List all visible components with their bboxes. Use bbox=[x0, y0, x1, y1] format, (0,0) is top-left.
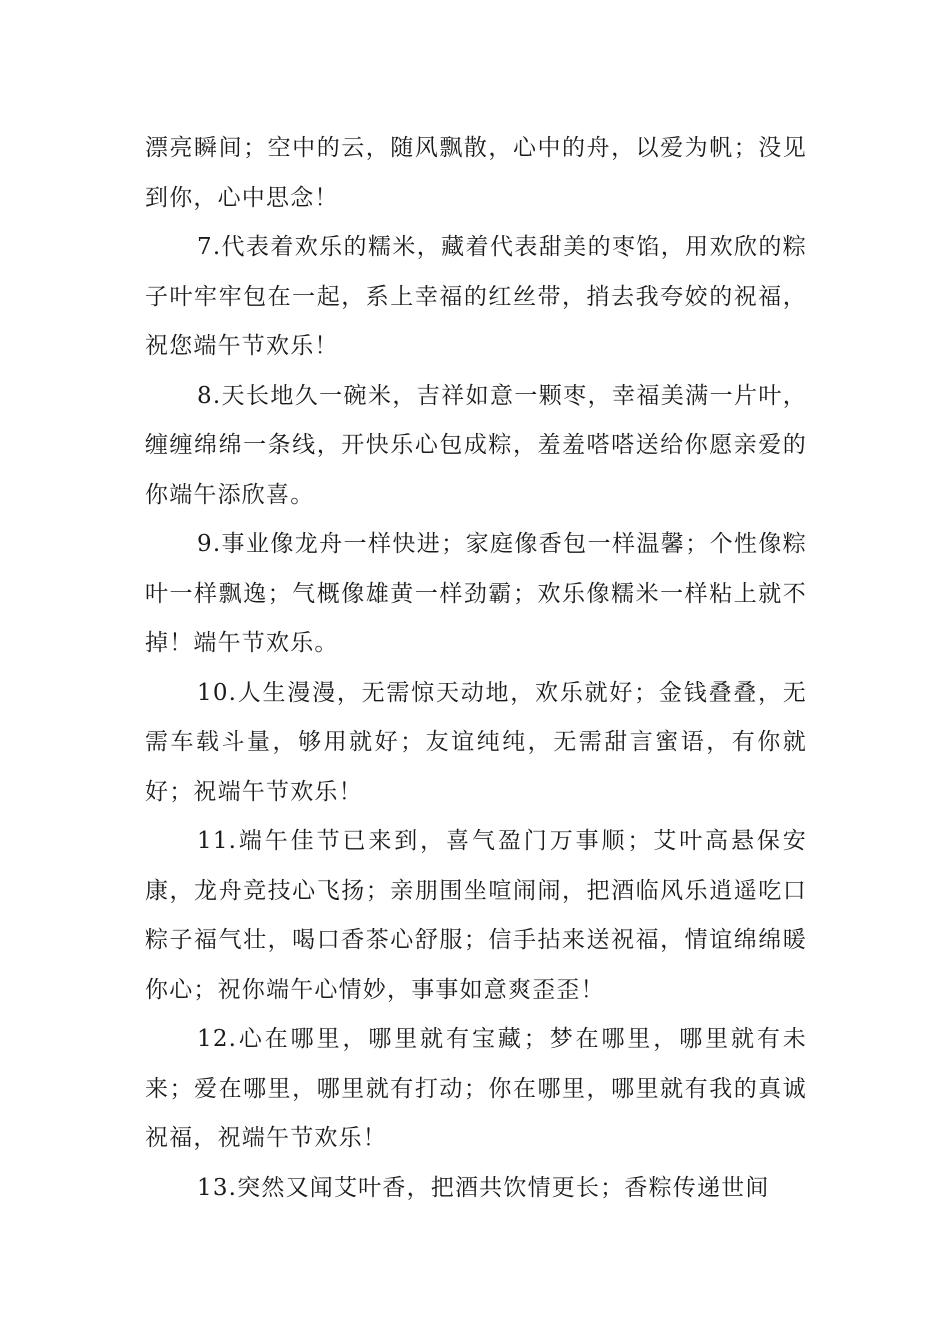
paragraph-13: 13.突然又闻艾叶香，把酒共饮情更长；香粽传递世间 bbox=[197, 1174, 770, 1201]
paragraph-8: 8.天长地久一碗米，吉祥如意一颗枣，幸福美满一片叶，缠缠绵绵一条线，开快乐心包成粽，羞羞嗒嗒送给你愿亲爱的你端午添欣喜。 bbox=[145, 382, 807, 508]
paragraph-7: 7.代表着欢乐的糯米，藏着代表甜美的枣馅，用欢欣的粽子叶牢牢包在一起，系上幸福的红丝带，捎去我夸姣的祝福，祝您端午节欢乐！ bbox=[145, 234, 807, 359]
paragraph-12: 12.心在哪里，哪里就有宝藏；梦在哪里，哪里就有未来；爱在哪里，哪里就有打动；你在哪里，哪里就有我的真诚祝福，祝端午节欢乐！ bbox=[145, 1026, 807, 1151]
paragraph-9: 9.事业像龙舟一样快进；家庭像香包一样温馨；个性像粽叶一样飘逸；气概像雄黄一样劲霸；欢乐像糯米一样粘上就不掉！端午节欢乐。 bbox=[145, 531, 807, 656]
paragraph-continued: 漂亮瞬间；空中的云，随风飘散，心中的舟，以爱为帆；没见到你，心中思念！ bbox=[145, 135, 807, 211]
paragraph-10: 10.人生漫漫，无需惊天动地，欢乐就好；金钱叠叠，无需车载斗量，够用就好；友谊纯纯，无需甜言蜜语，有你就好；祝端午节欢乐！ bbox=[145, 679, 807, 805]
document-body bbox=[145, 124, 807, 1213]
paragraph-11: 11.端午佳节已来到，喜气盈门万事顺；艾叶高悬保安康，龙舟竞技心飞扬；亲朋围坐喧闹闹，把酒临风乐逍遥吃口粽子福气壮，喝口香茶心舒服；信手拈来送祝福，情谊绵绵暖你心；祝你端午心情妙，事事如意爽歪歪！ bbox=[145, 828, 807, 1003]
